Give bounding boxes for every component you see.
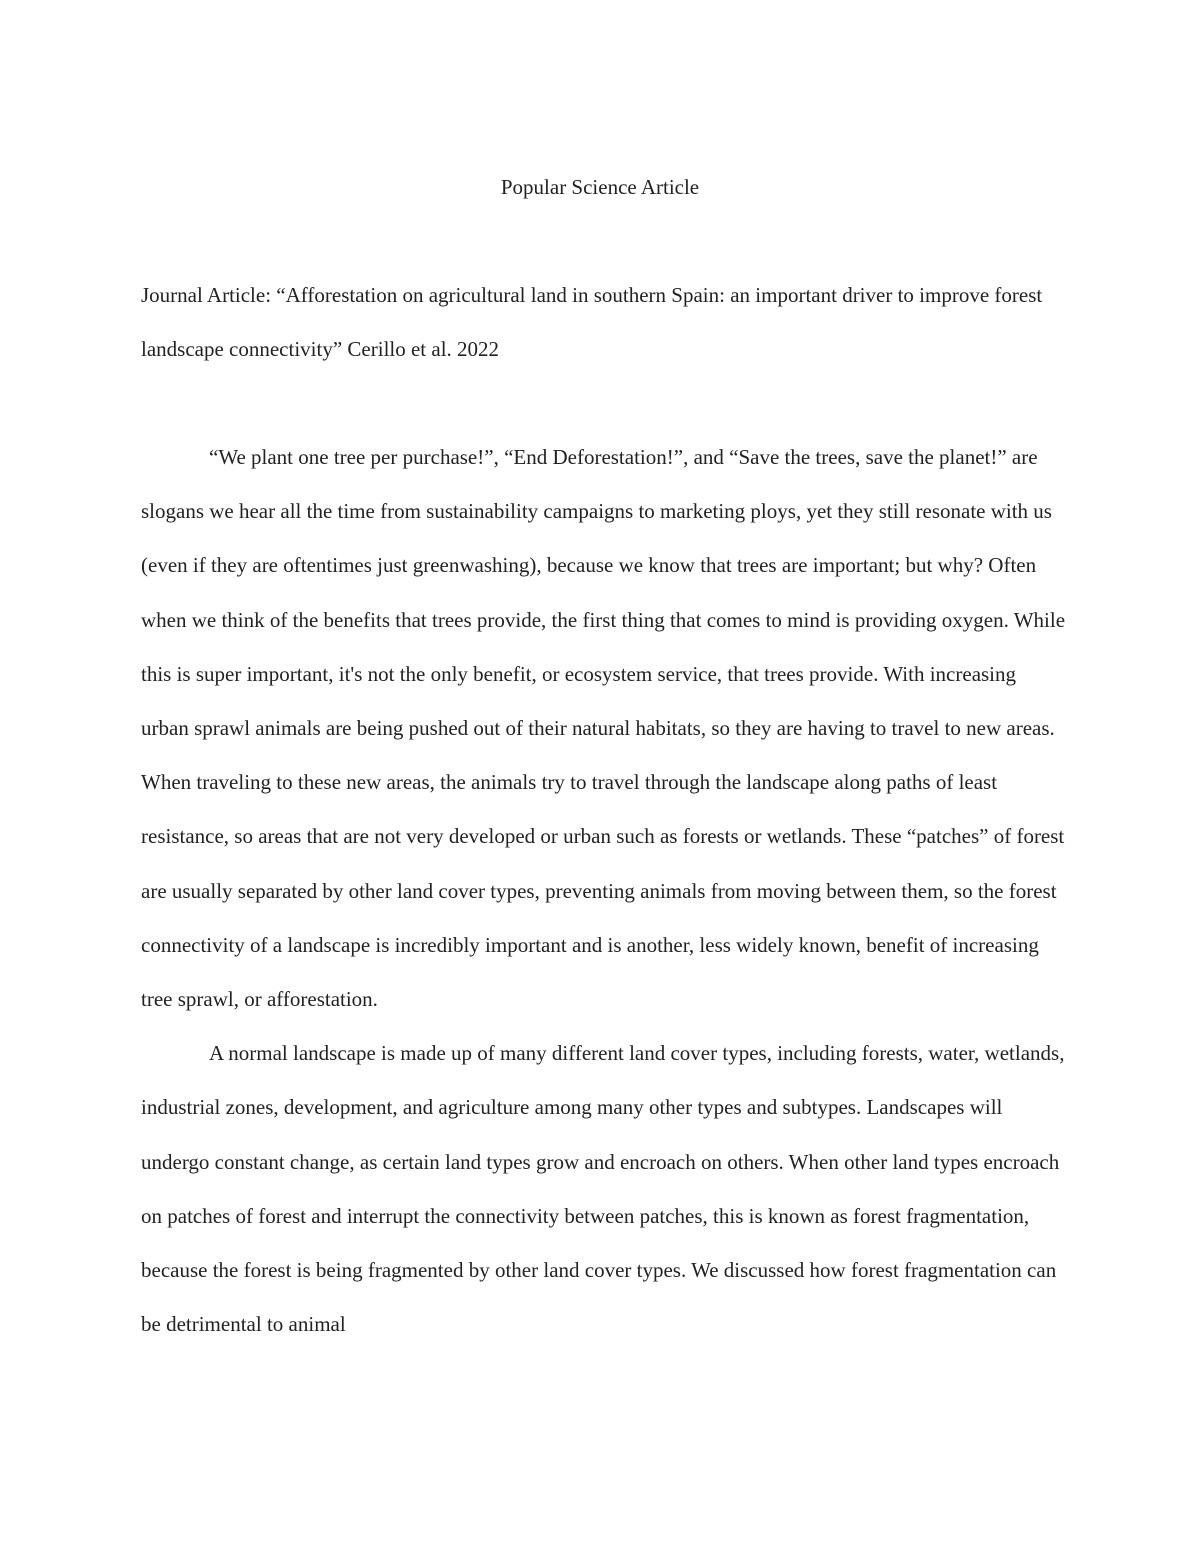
- journal-reference: Journal Article: “Afforestation on agricultural land in southern Spain: an important driver to improve forest landscape connectivity” Cerillo et al. 2022: [141, 283, 1043, 362]
- document-title: Popular Science Article: [500, 175, 700, 199]
- paragraph-1: “We plant one tree per purchase!”, “End Deforestation!”, and “Save the trees, save the planet!” are slogans we hear all the time from sustainability campaigns to marketing ploys, yet they still resonate with us (even if they are oftentimes just greenwashing), because we know that trees are important; but why? Often when we think of the benefits that trees provide, the first thing that comes to mind is providing oxygen. While this is super important, it's not the only benefit, or ecosystem service, that trees provide. With increasing urban sprawl animals are being pushed out of their natural habitats, so they are having to travel to new areas. When traveling to these new areas, the animals try to travel through the landscape along paths of least resistance, so areas that are not very developed or urban such as forests or wetlands. These “patches” of forest are usually separated by other land cover types, preventing animals from moving between them, so the forest connectivity of a landscape is incredibly important and is another, less widely known, benefit of increasing tree sprawl, or afforestation.: [141, 445, 1066, 1012]
- paragraph-2: A normal landscape is made up of many different land cover types, including forests, water, wetlands, industrial zones, development, and agriculture among many other types and subtypes. Landscapes will undergo constant change, as certain land types grow and encroach on others. When other land types encroach on patches of forest and interrupt the connectivity between patches, this is known as forest fragmentation, because the forest is being fragmented by other land cover types. We discussed how forest fragmentation can be detrimental to animal: [141, 1041, 1065, 1337]
- article-body: [141, 430, 1066, 1351]
